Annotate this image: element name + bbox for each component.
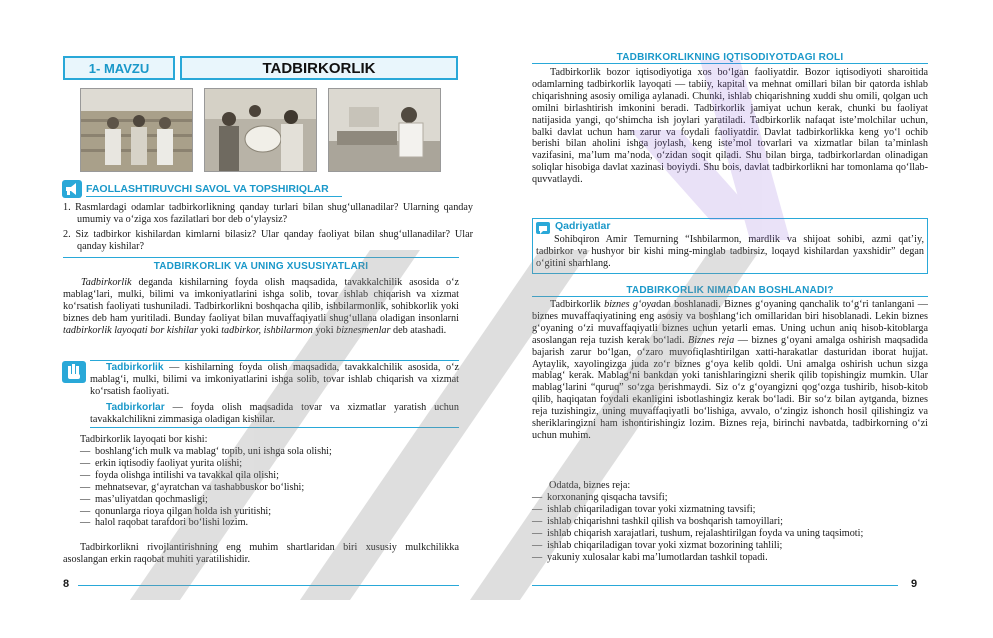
list-item: — foyda olishga intilishi va tavakkal qila olishi; [80, 470, 459, 482]
list-item: — mehnatsevar, g‘ayratchan va tashabbuskor bo‘lishi; [80, 482, 459, 494]
intro-term4: biznesmenlar [336, 324, 391, 336]
role-paragraph: Tadbirkorlik bozor iqtisodiyotiga xos bo‘lgan faoliyatdir. Bozor iqtisodiyoti sharoitida odamlarning tadbirkorlik layoqati — tabiiy, kapital va mehnat omillari bilan bir qatorda ishlab chiqarishning asosiy omiliga aylanadi. Chunki, ishlab chiqarishning xuddi shu omili, qolgan uch omilni birlashtirish imkonini beradi. Tadbirkorlik jamiyat uchun kerak, chunki bu faoliyat natijasida yangi, qo‘shimcha ish joylari yaratiladi. Tadbirkorlik nafaqat iste’molchilar uchun, balki davlat uchun ham zarur va foydali faoliyatdir. Davlat tadbirkorlikka keng yo‘l ochib berishi bilan aholini ishga joylash, keng iste’mol tovarlari va xizmatlar bilan ta’minlash vazifasini, ma’lum ma’noda, o‘zidan soqit qiladi. Shu bilan birga, tadbirkorlardan olinadigan soliqlar hisobiga davlat xazinasi boyiydi. Shu bois, davlat tadbirkorlikni har tomonlama qo‘llab-quvvatlaydi. [532, 67, 928, 186]
list-item: — korxonaning qisqacha tavsifi; [532, 492, 928, 504]
question-2: 2. Siz tadbirkor kishilardan kimlarni bilasiz? Ular qanday faoliyat bilan shug‘ullanadilar? Ular qanday kishilar? [63, 229, 473, 252]
list-item: — mas’uliyatdan qochmasligi; [80, 494, 459, 506]
begin-text2: dan boshlanadi. Biznes g‘oyaning qanchalik to‘g‘ri tanlangani — biznes muvaffaqiyatining eng asosiy va boshlang‘ich omillaridan biri hisoblanadi. Lekin biznes g‘oyaning o‘zi muvaffaqiyatli biznes uchun yetarli emas. Uning uchun aniq hisob-kitoblarga asoslangan reja tuzish kerak bo‘ladi. [532, 299, 928, 346]
plan-list [532, 492, 928, 563]
begin-paragraph [532, 299, 928, 442]
definition-term-2: Tadbirkorlar [106, 402, 165, 413]
footer-rule-right [532, 585, 898, 586]
list-item: — yakuniy xulosalar kabi ma’lumotlardan tashkil topadi. [532, 552, 928, 564]
definition-text-1: — kishilarning foyda olish maqsadida, tavakkalchilik asosida, o‘z mablag‘i, mulki, bilimi va imkoniyatlarini ishga solib, tovar ishlab chiqarish va xizmat ko‘rsatish faoliyati. [90, 362, 459, 397]
intro-text1: deganda kishilarning foyda olish maqsadida, tavakkalchilik asosida o‘z mablag‘lari, mulki, bilimi va imkoniyatlarini ishga solib, tovar ishlab chiqarish va xizmat ko‘rsatish faoliyati tushuniladi. Tadbirkorlikni boshqacha qilib, ishbilarmonlik, sohibkorlik yoki biznes deb ham yuritiladi. Bunday faoliyat bilan muvaffaqiyatli shug‘ullana oladigan insonlarni [63, 277, 459, 324]
farmers-field-photo [80, 88, 193, 172]
page-title: TADBIRKORLIK [180, 56, 458, 80]
traits-list [80, 446, 459, 529]
intro-term2: tadbirkorlik layoqati bor kishilar [63, 324, 198, 336]
values-title: Qadriyatlar [555, 220, 611, 232]
definition-1 [90, 362, 459, 398]
list-item: — qonunlarga rioya qilgan holda ish yuritishi; [80, 506, 459, 518]
definition-text-2: — foyda olish maqsadida tovar va xizmatlar yaratish uchun tavakkalchilikni zimmasiga oladigan kishilar. [90, 402, 459, 425]
left-page [0, 0, 496, 638]
intro-term3: tadbirkor, ishbilarmon [221, 324, 313, 336]
begin-rule [532, 296, 928, 297]
men-with-balloon-photo [204, 88, 317, 172]
section-rule-top [63, 257, 459, 258]
intro-term: Tadbirkorlik [81, 277, 132, 288]
definition-term-1: Tadbirkorlik [106, 362, 164, 373]
begin-text1: Tadbirkorlik [550, 299, 605, 310]
values-text: Sohibqiron Amir Temurning “Ishbilarmon, mardlik va shijoat sohibi, azmi qat’iy, tadbirkor va hushyor bir kishi ming-minglab tadbirsiz, loqayd kishilardan yaxshidir” degan o‘gitini sharhlang. [536, 234, 924, 269]
question-1: 1. Rasmlardagi odamlar tadbirkorlikning qanday turlari bilan shug‘ullanadilar? Ularning qanday umumiy va o‘ziga xos fazilatlari bor deb o‘ylaysiz? [63, 202, 473, 225]
list-item: — ishlab chiqarishni tashkil qilish va boshqarish tamoyillari; [532, 516, 928, 528]
list-item: — ishlab chiqariladigan tovar yoki xizmatning tavsifi; [532, 504, 928, 516]
closing-paragraph: Tadbirkorlikni rivojlantirishning eng muhim shartlaridan biri xususiy mulkchilikka asoslangan erkin raqobat muhiti yaratilishidir. [63, 542, 459, 565]
definition-2 [90, 402, 459, 426]
questions-heading: FAOLLASHTIRUVCHI SAVOL VA TOPSHIRIQLAR [86, 183, 329, 195]
role-heading: TADBIRKORLIKNING IQTISODIYOTDAGI ROLI [616, 52, 844, 63]
intro-text4: deb atashadi. [390, 324, 447, 336]
list-item: — ishlab chiqariladigan tovar yoki xizmat bozorining tahlili; [532, 540, 928, 552]
plan-intro: Odatda, biznes reja: [549, 480, 631, 491]
page-number-left: 8 [63, 578, 70, 590]
begin-heading: TADBIRKORLIK NIMADAN BOSHLANADI? [626, 285, 834, 296]
intro-text2: yoki [197, 324, 222, 336]
intro-paragraph [63, 277, 459, 337]
right-page [497, 0, 993, 638]
section-heading: TADBIRKORLIK VA UNING XUSUSIYATLARI [153, 261, 369, 272]
list-item: — ishlab chiqarish xarajatlari, tushum, rejalashtirilgan foyda va uning taqsimoti; [532, 528, 928, 540]
topic-label: 1- MAVZU [63, 56, 175, 80]
intro-text3: yoki [312, 324, 337, 336]
list-item: — erkin iqtisodiy faoliyat yurita olishi; [80, 458, 459, 470]
questions-rule [86, 196, 342, 197]
page-number-right: 9 [911, 578, 918, 590]
worker-at-machine-photo [328, 88, 441, 172]
list-item: — boshlang‘ich mulk va mablag‘ topib, uni ishga sola olishi; [80, 446, 459, 458]
begin-term1: biznes g‘oya [604, 299, 657, 310]
begin-text3: — biznes g‘oyani amalga oshirish maqsadida bajarish zarur bo‘lgan, o‘zaro muvofiqlashtirilgan xatti-harakatlar dasturidan iborat hujjat. Aytaylik, xayolingizga juda zo‘r biznes g‘oya kelib qoldi. Uni amalga oshirish uchun sizga mablag‘ kerak. Mablag‘ni bankdan yoki tanishlaringizni sherik qilib topishingiz mumkin. Ular mablag‘larini “quruq” so‘zga berishmaydi. Siz o‘z g‘oyangizni qog‘ozga tushirib, hisob-kitob qilib, haqiqatan foydali ekanligini isbotlashingiz kerak bo‘ladi. Bir so‘z bilan aytganda, biznes reja tuzishingiz, uning muvaffaqiyatli bo‘lishiga, avvalo, o‘zingiz ishonch hosil qilishingiz va sheriklaringizni ham ishontirishingiz lozim. Biznes reja, birinchi navbatda, tadbirkorning o‘zi uchun muhim. [532, 334, 929, 441]
role-rule [532, 63, 928, 64]
footer-rule-left [78, 585, 459, 586]
list-item: — halol raqobat tarafdori bo‘lishi lozim. [80, 517, 459, 529]
traits-intro: Tadbirkorlik layoqati bor kishi: [80, 434, 208, 445]
begin-term2: Biznes reja [688, 334, 735, 346]
megaphone-icon [62, 180, 82, 198]
values-icon [536, 222, 550, 234]
hand-icon [62, 361, 86, 383]
